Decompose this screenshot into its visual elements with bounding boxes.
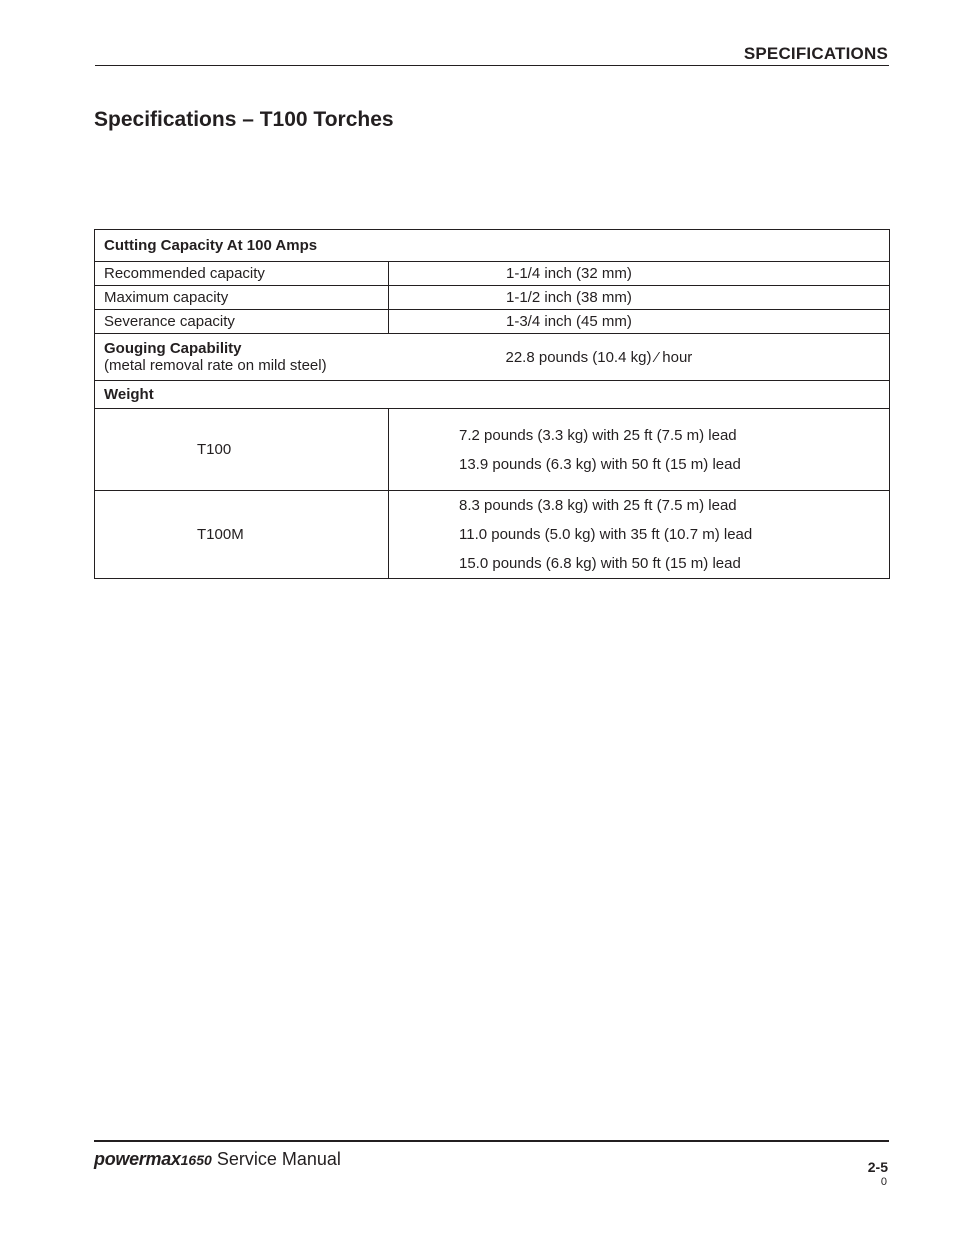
table-section-weight [95,381,890,409]
manual-title: Service Manual [216,1149,341,1169]
model-name: T100 [95,409,389,491]
weight-line: 8.3 pounds (3.8 kg) with 25 ft (7.5 m) lead [459,497,737,514]
row-label: Recommended capacity [95,262,389,286]
brand-name: powermax [94,1149,181,1169]
table-row [95,262,890,286]
brand-model: 1650 [180,1152,212,1168]
model-name: T100M [95,491,389,579]
table-row [95,491,890,579]
table-row [95,409,890,491]
gouging-subheading: (metal removal rate on mild steel) [104,357,327,374]
model-weights [389,409,890,491]
cutting-heading: Cutting Capacity At 100 Amps [95,230,890,262]
model-weights [389,491,890,579]
row-value: 1-1/4 inch (32 mm) [389,262,890,286]
gouging-value: 22.8 pounds (10.4 kg) ⁄ hour [389,334,890,381]
weight-line: 13.9 pounds (6.3 kg) with 50 ft (15 m) lead [459,455,741,473]
row-label: Severance capacity [95,310,389,334]
row-label: Maximum capacity [95,286,389,310]
footer-divider [94,1140,889,1142]
revision-number: 0 [880,1176,887,1188]
gouging-heading: Gouging Capability [104,340,242,357]
footer-brand [94,1149,341,1170]
header-divider [95,65,889,66]
table-section-cutting [95,230,890,262]
specifications-table [94,229,890,579]
weight-line: 11.0 pounds (5.0 kg) with 35 ft (10.7 m) lead [459,526,753,543]
row-value: 1-1/2 inch (38 mm) [389,286,890,310]
section-header: SPECIFICATIONS [743,44,888,63]
gouging-label-cell [95,334,389,381]
table-section-gouging [95,334,890,381]
page-title: Specifications – T100 Torches [94,108,394,131]
weight-line: 7.2 pounds (3.3 kg) with 25 ft (7.5 m) lead [459,426,737,444]
table-row [95,310,890,334]
page-number: 2-5 [867,1159,888,1175]
row-value: 1-3/4 inch (45 mm) [389,310,890,334]
weight-heading: Weight [95,381,890,409]
table-row [95,286,890,310]
weight-line: 15.0 pounds (6.8 kg) with 50 ft (15 m) lead [459,555,741,572]
